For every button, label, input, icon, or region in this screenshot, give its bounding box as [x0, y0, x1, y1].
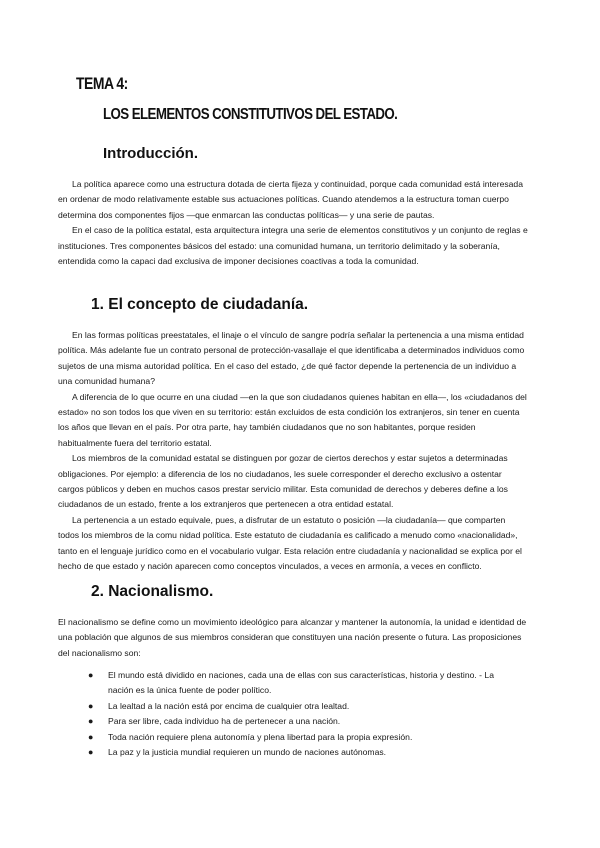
intro-paragraph: La política aparece como una estructura dotada de cierta fijeza y continuidad, porque cada comunidad está interesada en ordenar de modo relativamente estable sus actuaciones políticas. Cuando atendemos a la estructura toman cuerpo determina dos componentes fijos —que enmarcan las conductas políticas— y una serie de pautas.	[58, 179, 523, 220]
section-heading-nacionalismo: 2. Nacionalismo.	[91, 583, 214, 600]
list-item	[86, 745, 516, 760]
intro-paragraph: En el caso de la política estatal, esta arquitectura integra una serie de elementos constitutivos y un conjunto de reglas e instituciones. Tres componentes básicos del estado: una comunidad humana, un territorio delimitado y la soberanía, entendida como la capaci dad exclusiva de imponer decisiones coactivas a toda la comunidad.	[58, 225, 528, 267]
list-item	[86, 668, 516, 699]
bullet-icon: ●	[88, 700, 94, 711]
tema-title: LOS ELEMENTOS CONSTITUTIVOS DEL ESTADO.	[103, 106, 398, 123]
bullet-icon: ●	[88, 731, 94, 742]
bullet-icon: ●	[88, 716, 94, 727]
list-item-text: El mundo está dividido en naciones, cada una de ellas con sus características, historia y destino. - La nación es la única fuente de poder político.	[108, 670, 494, 696]
tema-label: TEMA 4:	[76, 74, 128, 93]
section-paragraph: En las formas políticas preestatales, el linaje o el vínculo de sangre podría señalar la pertenencia a una misma entidad política. Más adelante fue un contrato personal de protección-vasallaje el que identificaba a determinados individuos como sujetos de una misma autoridad política. En el caso del estado, ¿de qué factor depende la pertenencia de un individuo a una comunidad humana?	[58, 330, 525, 387]
bullet-icon: ●	[88, 747, 94, 758]
intro-heading: Introducción.	[103, 145, 198, 162]
section-paragraph: A diferencia de lo que ocurre en una ciudad —en la que son ciudadanos quienes habitan en ella—, los «ciudadanos del estado» no son todos los que viven en su territorio: están excluidos de esta condición los extranjeros, sin tener en cuenta los años que llevan en el país. Por otra parte, hay también ciudadanos que no son habitantes, porque residen habitualmente fuera del territorio estatal.	[58, 391, 527, 448]
list-item-text: La paz y la justicia mundial requieren un mundo de naciones autónomas.	[108, 747, 387, 758]
section-paragraph: El nacionalismo se define como un movimiento ideológico para alcanzar y mantener la autonomía, la unidad e identidad de una población que algunos de sus miembros consideran que constituyen una nación presente o futura. Las proposiciones del nacionalismo son:	[58, 617, 527, 658]
list-item	[86, 714, 516, 729]
list-item-text: Para ser libre, cada individuo ha de pertenecer a una nación.	[108, 716, 341, 727]
section-body-nacionalismo	[58, 615, 528, 661]
section-body-ciudadania	[58, 328, 528, 575]
list-item	[86, 730, 516, 745]
list-item	[86, 699, 516, 714]
nacionalismo-bullet-list	[86, 668, 516, 760]
bullet-icon: ●	[88, 670, 94, 680]
section-paragraph: La pertenencia a un estado equivale, pues, a disfrutar de un estatuto o posición —la ciudadanía— que comparten todos los miembros de la comu nidad política. Este estatuto de ciudadanía es calificado a menudo como «nacionalidad», tanto en el lenguaje jurídico como en el vocabulario vulgar. Esta relación entre ciudadanía y nacionalidad se explica por el hecho de que estado y nación aparecen como conceptos vinculados, a veces en armonía, a veces en conflicto.	[58, 514, 522, 572]
list-item-text: Toda nación requiere plena autonomía y plena libertad para la propia expresión.	[108, 731, 413, 742]
intro-body	[58, 177, 528, 269]
section-heading-ciudadania: 1. El concepto de ciudadanía.	[91, 296, 309, 313]
list-item-text: La lealtad a la nación está por encima de cualquier otra lealtad.	[108, 700, 350, 711]
section-paragraph: Los miembros de la comunidad estatal se distinguen por gozar de ciertos derechos y estar sujetos a determinadas obligaciones. Por ejemplo: a diferencia de los no ciudadanos, les suele corresponder el derecho exclusivo a ostentar cargos públicos y deben en muchos casos prestar servicio militar. Esta comunidad de derechos y deberes define a los ciudadanos de un estado, frente a los extranjeros que pertenecen a otra entidad estatal.	[58, 453, 508, 510]
